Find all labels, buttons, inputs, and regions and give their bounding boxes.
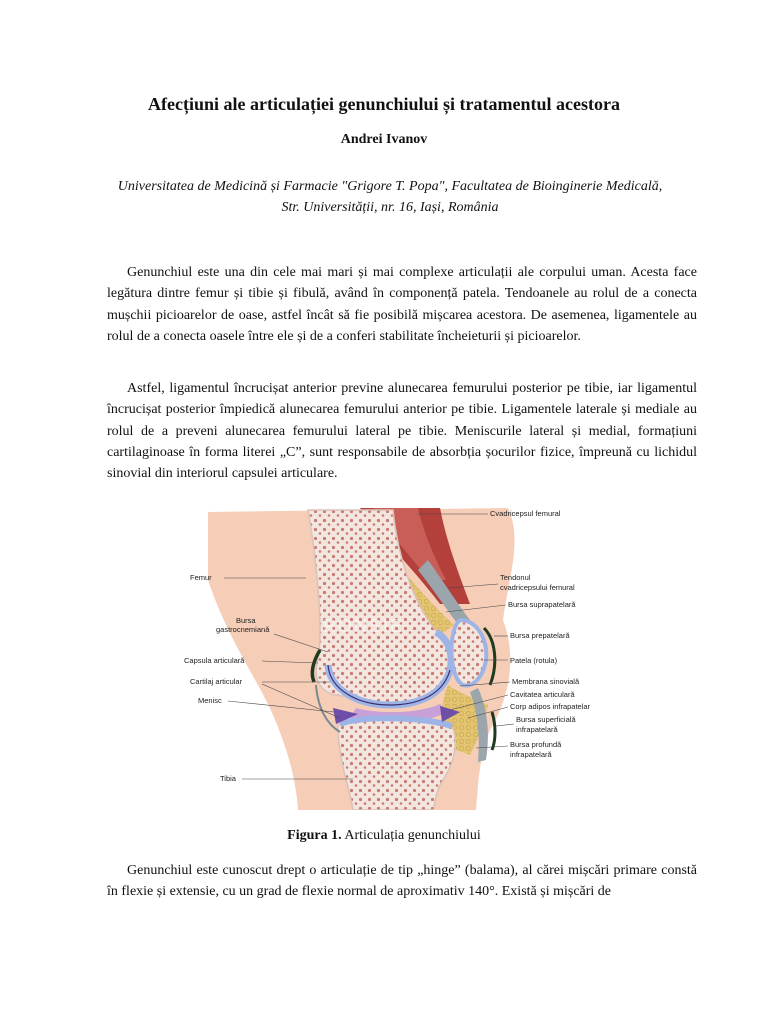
label-tendon-1: Tendonul xyxy=(500,573,531,582)
figure-caption xyxy=(0,828,768,844)
label-patela: Patela (rotula) xyxy=(510,656,558,665)
label-bursa-gastro-1: Bursa xyxy=(236,616,256,625)
label-membrana: Membrana sinovială xyxy=(512,677,580,686)
label-bursa-gastro-2: gastrocnemiană xyxy=(216,625,270,634)
label-menisc: Menisc xyxy=(198,696,222,705)
label-bursa-sup-2: infrapatelară xyxy=(516,725,558,734)
label-bursa-prof-1: Bursa profundă xyxy=(510,740,562,749)
author-name: Andrei Ivanov xyxy=(340,132,428,147)
label-tibia: Tibia xyxy=(220,774,236,783)
paper-title: Afecțiuni ale articulației genunchiului și tratamentul acestora xyxy=(148,94,620,114)
label-cavitatea: Cavitatea articulară xyxy=(510,690,575,699)
author-affiliation: Universitatea de Medicină și Farmacie "Grigore T. Popa", Facultatea de Bioinginerie Medicală, Str. Universității, nr. 16, Iași, România xyxy=(117,179,663,215)
superficial-infrapatellar-bursa xyxy=(492,712,495,750)
figure-watermark: RONSIE xyxy=(323,616,405,636)
label-cartilaj: Cartilaj articular xyxy=(190,677,243,686)
label-bursa-prof-2: infrapatelară xyxy=(510,750,552,759)
figure-caption-label: Figura 1. xyxy=(287,828,342,843)
label-bursa-supra: Bursa suprapatelară xyxy=(508,600,576,609)
paragraph-2: Astfel, ligamentul încrucișat anterior previne alunecarea femurului posterior pe tibie, iar ligamentul încrucișat posterior împiedică alunecarea femurului anterior pe tibie. Ligamentele laterale și mediale au rolul de a preveni alunecarea femurului lateral pe tibie. Meniscurile lateral și medial, formațiuni cartilaginoase în forma literei „C”, sunt responsabile de absorbția șocurilor fizice, împreună cu lichidul sinovial din interiorul capsulei articulare. xyxy=(107,381,697,482)
label-bursa-pre: Bursa prepatelară xyxy=(510,631,570,640)
label-capsula: Capsula articulară xyxy=(184,656,245,665)
label-tendon-2: cvadricepsului femural xyxy=(500,583,575,592)
label-corp: Corp adipos infrapatelar xyxy=(510,702,591,711)
paragraph-3: Genunchiul este cunoscut drept o articulație de tip „hinge” (balama), al cărei mișcări primare constă în flexie și extensie, cu un grad de flexie normal de aproximativ 140°. Există și mișcări de xyxy=(107,863,697,900)
label-femur: Femur xyxy=(190,573,212,582)
knee-joint-figure xyxy=(178,500,618,810)
label-cvadriceps: Cvadricepsul femural xyxy=(490,509,561,518)
figure-caption-text: Articulația genunchiului xyxy=(344,828,481,843)
label-bursa-sup-1: Bursa superficială xyxy=(516,715,576,724)
paragraph-1: Genunchiul este una din cele mai mari și mai complexe articulații ale corpului uman. Acesta face legătura dintre femur și tibie și fibulă, având în componență patela. Tendoanele au rolul de a conecta mușchii picioarelor de oase, astfel încât să fie posibilă mișcarea acestora. De asemenea, ligamentele au rolul de a conecta oasele între ele și de a conferi stabilitate încheieturii și picioarelor. xyxy=(107,265,697,344)
